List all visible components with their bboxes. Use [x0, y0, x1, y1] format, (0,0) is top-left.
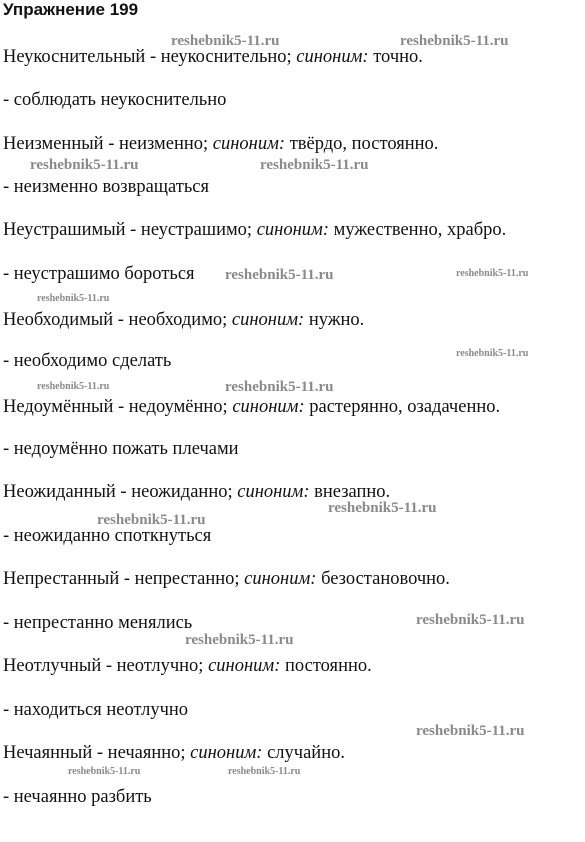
- entry-word: Непрестанный - непрестанно;: [3, 569, 245, 589]
- entry-3-definition: [3, 220, 506, 241]
- watermark: reshebnik5-11.ru: [68, 766, 141, 777]
- watermark: reshebnik5-11.ru: [456, 348, 529, 359]
- entry-word: Неустрашимый - неустрашимо;: [3, 220, 257, 240]
- entry-8-definition: [3, 656, 372, 677]
- entry-word: Неожиданный - неожиданно;: [3, 482, 238, 502]
- entry-word: Неукоснительный - неукоснительно;: [3, 47, 297, 67]
- synonym-text: нужно.: [304, 310, 365, 330]
- watermark: reshebnik5-11.ru: [228, 766, 301, 777]
- watermark: reshebnik5-11.ru: [400, 33, 509, 49]
- watermark: reshebnik5-11.ru: [416, 612, 525, 628]
- synonym-label: синоним:: [256, 220, 329, 240]
- synonym-label: синоним:: [212, 134, 286, 154]
- entry-2-definition: [3, 134, 438, 155]
- entry-7-example: - непрестанно менялись: [3, 613, 193, 633]
- synonym-label: синоним:: [237, 482, 310, 502]
- synonym-text: случайно.: [262, 743, 345, 763]
- entry-7-definition: [3, 569, 450, 590]
- synonym-label: синоним:: [244, 569, 317, 589]
- entry-word: Необходимый - необходимо;: [3, 310, 232, 330]
- synonym-label: синоним:: [208, 656, 281, 676]
- watermark: reshebnik5-11.ru: [456, 268, 529, 279]
- watermark: reshebnik5-11.ru: [171, 33, 280, 49]
- watermark: reshebnik5-11.ru: [225, 267, 334, 283]
- watermark: reshebnik5-11.ru: [97, 512, 206, 528]
- synonym-label: синоним:: [231, 310, 305, 330]
- watermark: reshebnik5-11.ru: [37, 381, 110, 392]
- synonym-text: внезапно.: [309, 482, 391, 502]
- watermark: reshebnik5-11.ru: [328, 500, 437, 516]
- entry-9-example: - нечаянно разбить: [3, 787, 152, 807]
- synonym-label: синоним:: [232, 397, 305, 417]
- entry-word: Неизменный - неизменно;: [3, 134, 213, 154]
- entry-1-definition: [3, 47, 423, 68]
- entry-9-definition: [3, 743, 345, 764]
- entry-5-definition: [3, 397, 500, 418]
- synonym-text: мужественно, храбро.: [329, 220, 507, 240]
- entry-4-definition: [3, 310, 364, 331]
- entry-6-example: - неожиданно споткнуться: [3, 526, 212, 546]
- synonym-text: растерянно, озадаченно.: [304, 397, 501, 417]
- page-title: Упражнение 199: [3, 0, 139, 19]
- entry-word: Недоумённый - недоумённо;: [3, 397, 233, 417]
- synonym-text: безостановочно.: [316, 569, 450, 589]
- watermark: reshebnik5-11.ru: [30, 157, 139, 173]
- watermark: reshebnik5-11.ru: [37, 293, 110, 304]
- entry-1-example: - соблюдать неукоснительно: [3, 90, 227, 110]
- entry-word: Неотлучный - неотлучно;: [3, 656, 209, 676]
- entry-word: Нечаянный - нечаянно;: [3, 743, 191, 763]
- entry-2-example: - неизменно возвращаться: [3, 177, 210, 197]
- watermark: reshebnik5-11.ru: [260, 157, 369, 173]
- entry-4-example: - необходимо сделать: [3, 351, 172, 371]
- synonym-text: постоянно.: [280, 656, 372, 676]
- watermark: reshebnik5-11.ru: [225, 379, 334, 395]
- synonym-text: твёрдо, постоянно.: [285, 134, 439, 154]
- synonym-text: точно.: [368, 47, 423, 67]
- entry-8-example: - находиться неотлучно: [3, 700, 189, 720]
- entry-5-example: - недоумённо пожать плечами: [3, 439, 239, 459]
- entry-3-example: - неустрашимо бороться: [3, 264, 195, 284]
- watermark: reshebnik5-11.ru: [185, 632, 294, 648]
- synonym-label: синоним:: [190, 743, 263, 763]
- synonym-label: синоним:: [296, 47, 369, 67]
- watermark: reshebnik5-11.ru: [416, 723, 525, 739]
